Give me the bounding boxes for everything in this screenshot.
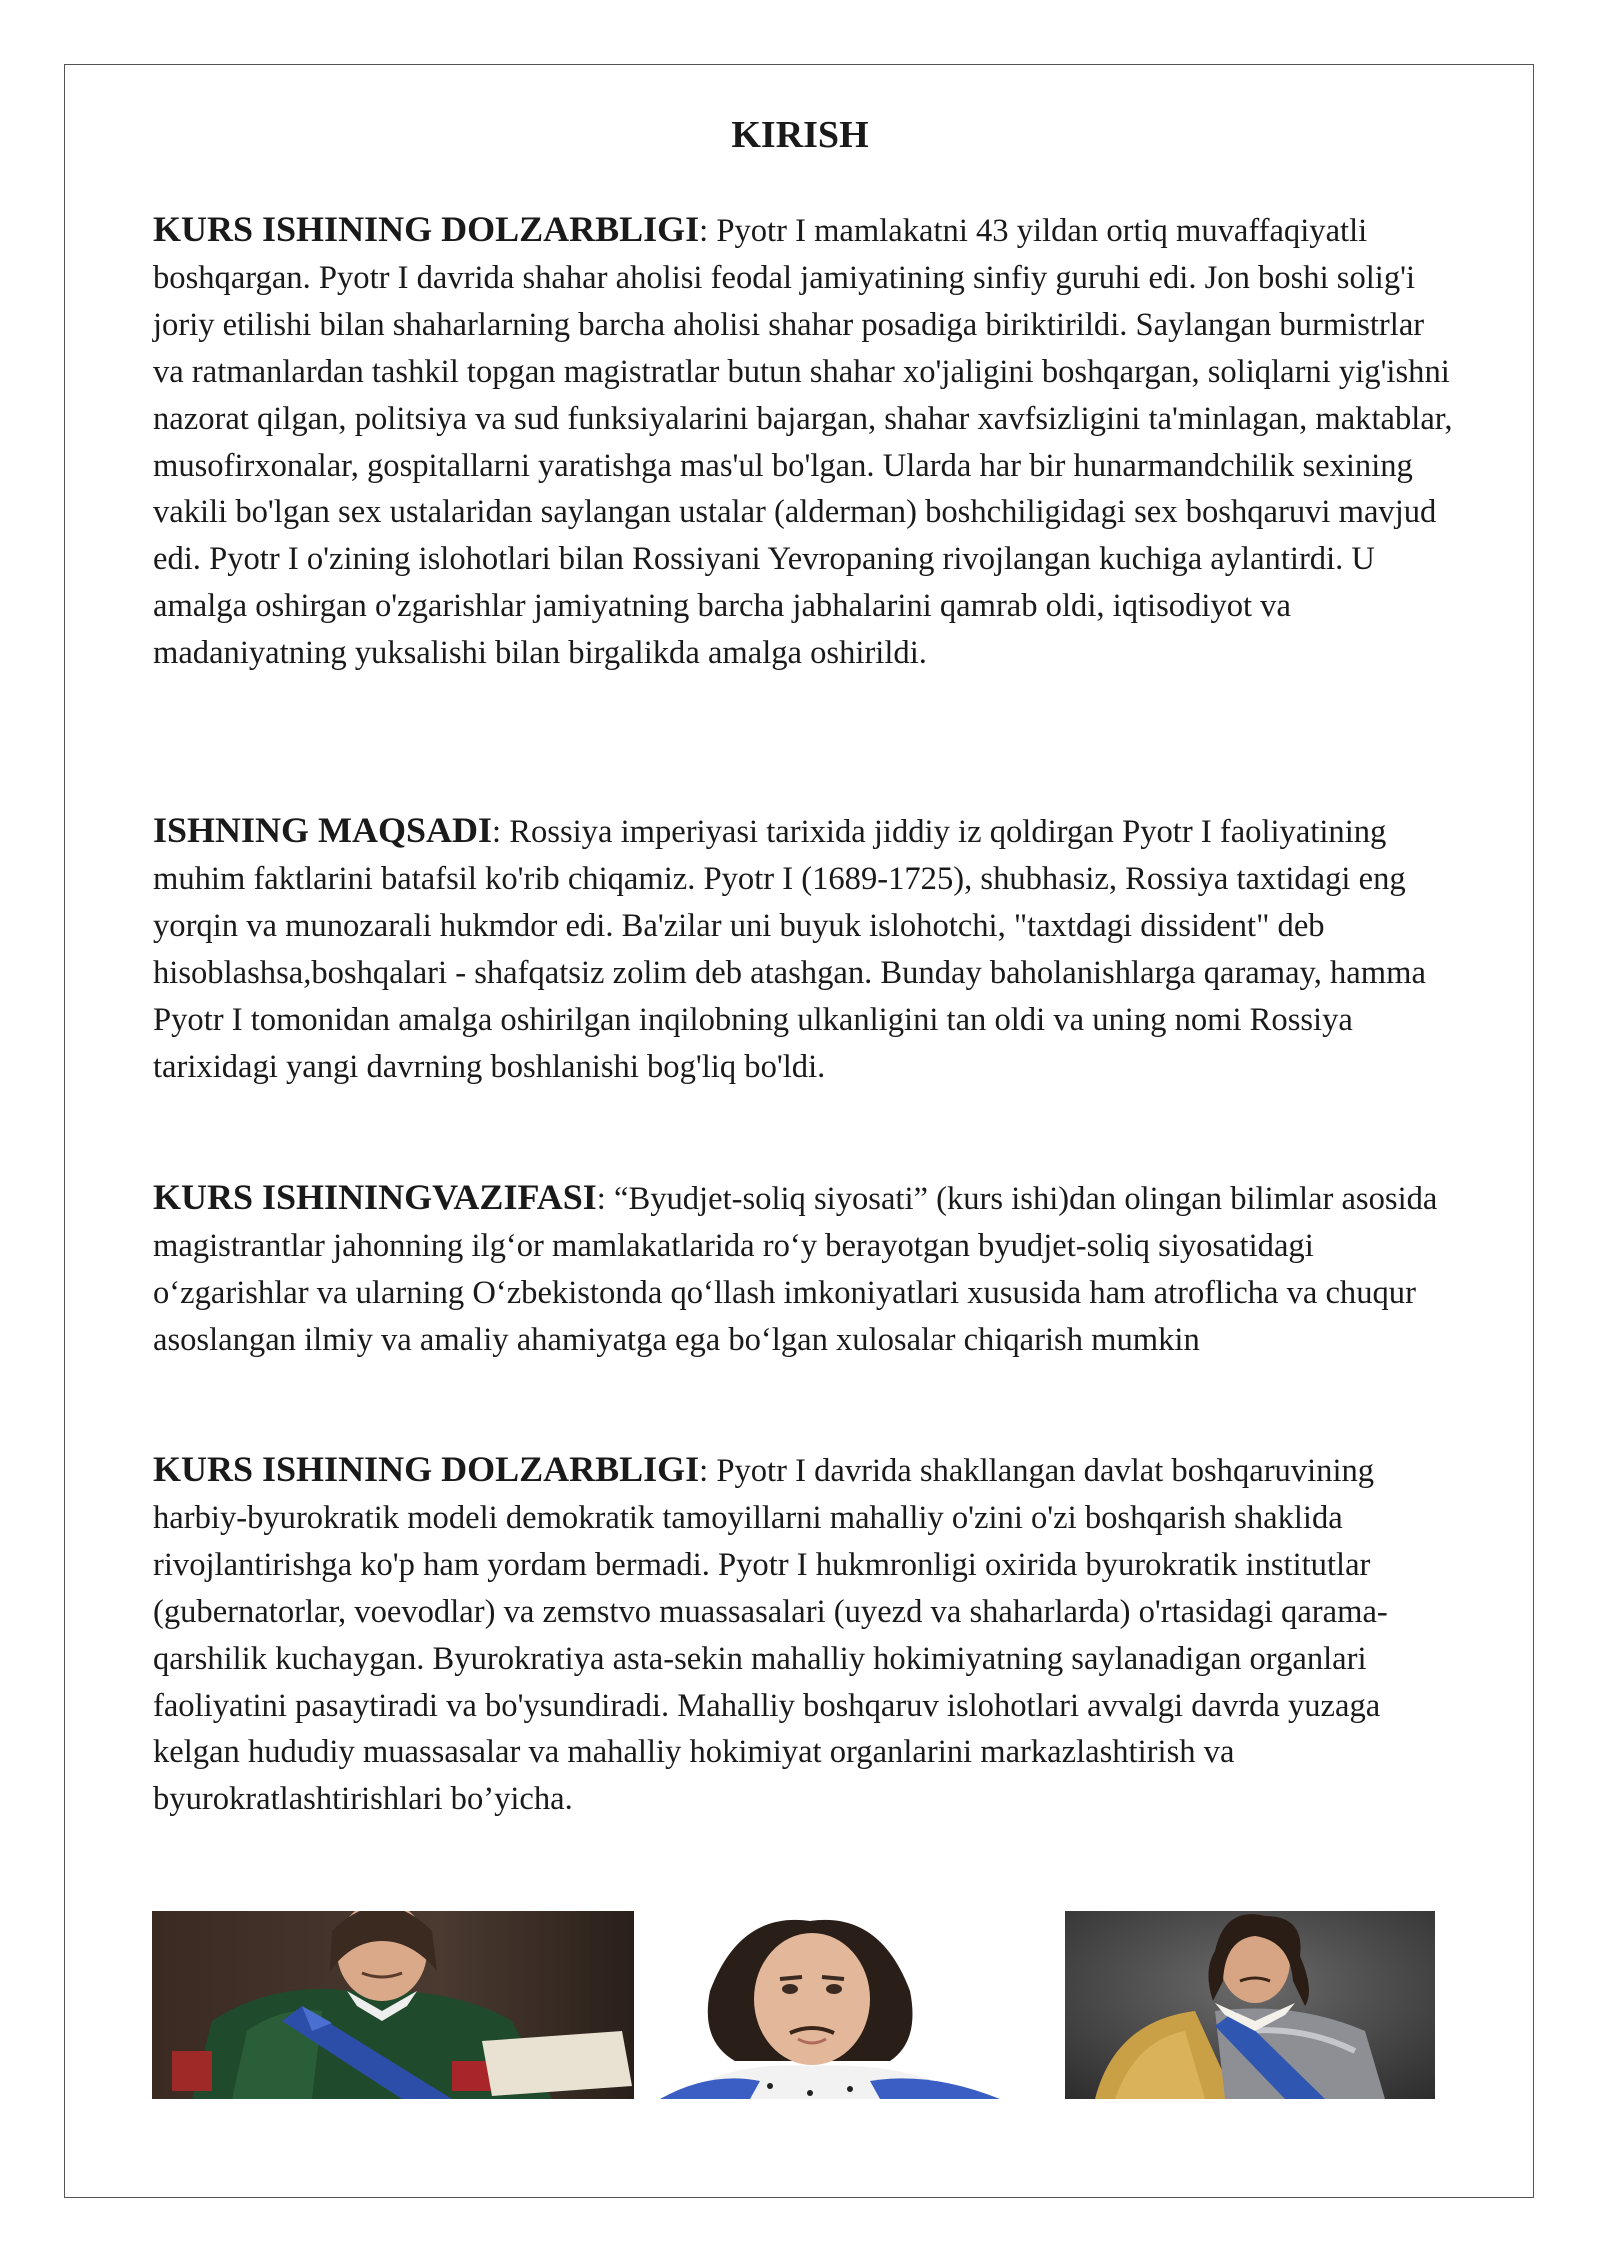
heading-separator: : (699, 213, 709, 249)
section-text: Rossiya imperiyasi tarixida jiddiy iz qoldirgan Pyotr I faoliyatining muhim faktlarini batafsil ko'rib chiqamiz. Pyotr I (1689-1725), shubhasiz, Rossiya taxtidagi eng yorqin va munozarali hukmdor edi. Ba'zilar uni buyuk islohotchi, "taxtdagi dissident" deb hisoblashsa,boshqalari - shafqatsiz zolim deb atashgan. Bunday baholanishlarga qaramay, hamma Pyotr I tomonidan amalga oshirilgan inqilobning ulkanligini tan oldi va uning nomi Rossiya tarixidagi yangi davrning boshlanishi bog'liq bo'ldi. (153, 814, 1426, 1085)
heading-separator: : (492, 814, 502, 850)
section-heading: KURS ISHINING DOLZARBLIGI (153, 1449, 700, 1489)
heading-separator: : (699, 1453, 709, 1489)
section-heading: ISHNING MAQSADI (153, 810, 493, 850)
section-text: “Byudjet-soliq siyosati” (kurs ishi)dan olingan bilimlar asosida magistrantlar jahonning ilg‘or mamlakatlarida ro‘y berayotgan byudjet-soliq siyosatidagi o‘zgarishlar va ularning O‘zbekistonda qo‘llash imkoniyatlari xususida ham atroflicha va chuqur asoslangan ilmiy va amaliy ahamiyatga ega bo‘lgan xulosalar chiqarish mumkin (153, 1181, 1438, 1358)
page-title: KIRISH (731, 114, 869, 156)
section-vazifasi (153, 1174, 1453, 1364)
section-dolzarbligi (153, 206, 1453, 677)
section-dolzarbligi-2 (153, 1446, 1453, 1823)
portrait-image (152, 1911, 634, 2099)
section-text: Pyotr I davrida shakllangan davlat boshqaruvining harbiy-byurokratik modeli demokratik tamoyillarni mahalliy o'zini o'zi boshqarish shaklida rivojlantirishga ko'p ham yordam bermadi. Pyotr I hukmronligi oxirida byurokratik institutlar (gubernatorlar, voevodlar) va zemstvo muassasalari (uyezd va shaharlarda) o'rtasidagi qarama-qarshilik kuchaygan. Byurokratiya asta-sekin mahalliy hokimiyatning saylanadigan organlari faoliyatini pasaytiradi va bo'ysundiradi. Mahalliy boshqaruv islohotlari avvalgi davrda yuzaga kelgan hududiy muassasalar va mahalliy hokimiyat organlarini markazlashtirish va byurokratlashtirishlari bo’yicha. (153, 1453, 1388, 1818)
section-maqsadi (153, 807, 1453, 1090)
heading-separator: : (596, 1181, 606, 1217)
section-text: Pyotr I mamlakatni 43 yildan ortiq muvaffaqiyatli boshqargan. Pyotr I davrida shahar aholisi feodal jamiyatining sinfiy guruhi edi. Jon boshi solig'i joriy etilishi bilan shaharlarning barcha aholisi shahar posadiga biriktirildi. Saylangan burmistrlar va ratmanlardan tashkil topgan magistratlar butun shahar xo'jaligini boshqargan, soliqlarni yig'ishni nazorat qilgan, politsiya va sud funksiyalarini bajargan, shahar xavfsizligini ta'minlagan, maktablar, musofirxonalar, gospitallarni yaratishga mas'ul bo'lgan. Ularda har bir hunarmandchilik sexining vakili bo'lgan sex ustalaridan saylangan ustalar (alderman) boshchiligidagi sex boshqaruvi mavjud edi. Pyotr I o'zining islohotlari bilan Rossiyani Yevropaning rivojlangan kuchiga aylantirdi. U amalga oshirgan o'zgarishlar jamiyatning barcha jabhalarini qamrab oldi, iqtisodiyot va madaniyatning yuksalishi bilan birgalikda amalga oshirildi. (153, 213, 1453, 672)
portrait-image (1065, 1911, 1435, 2099)
section-heading: KURS ISHINING DOLZARBLIGI (153, 209, 700, 249)
section-heading: KURS ISHININGVAZIFASI (153, 1177, 597, 1217)
